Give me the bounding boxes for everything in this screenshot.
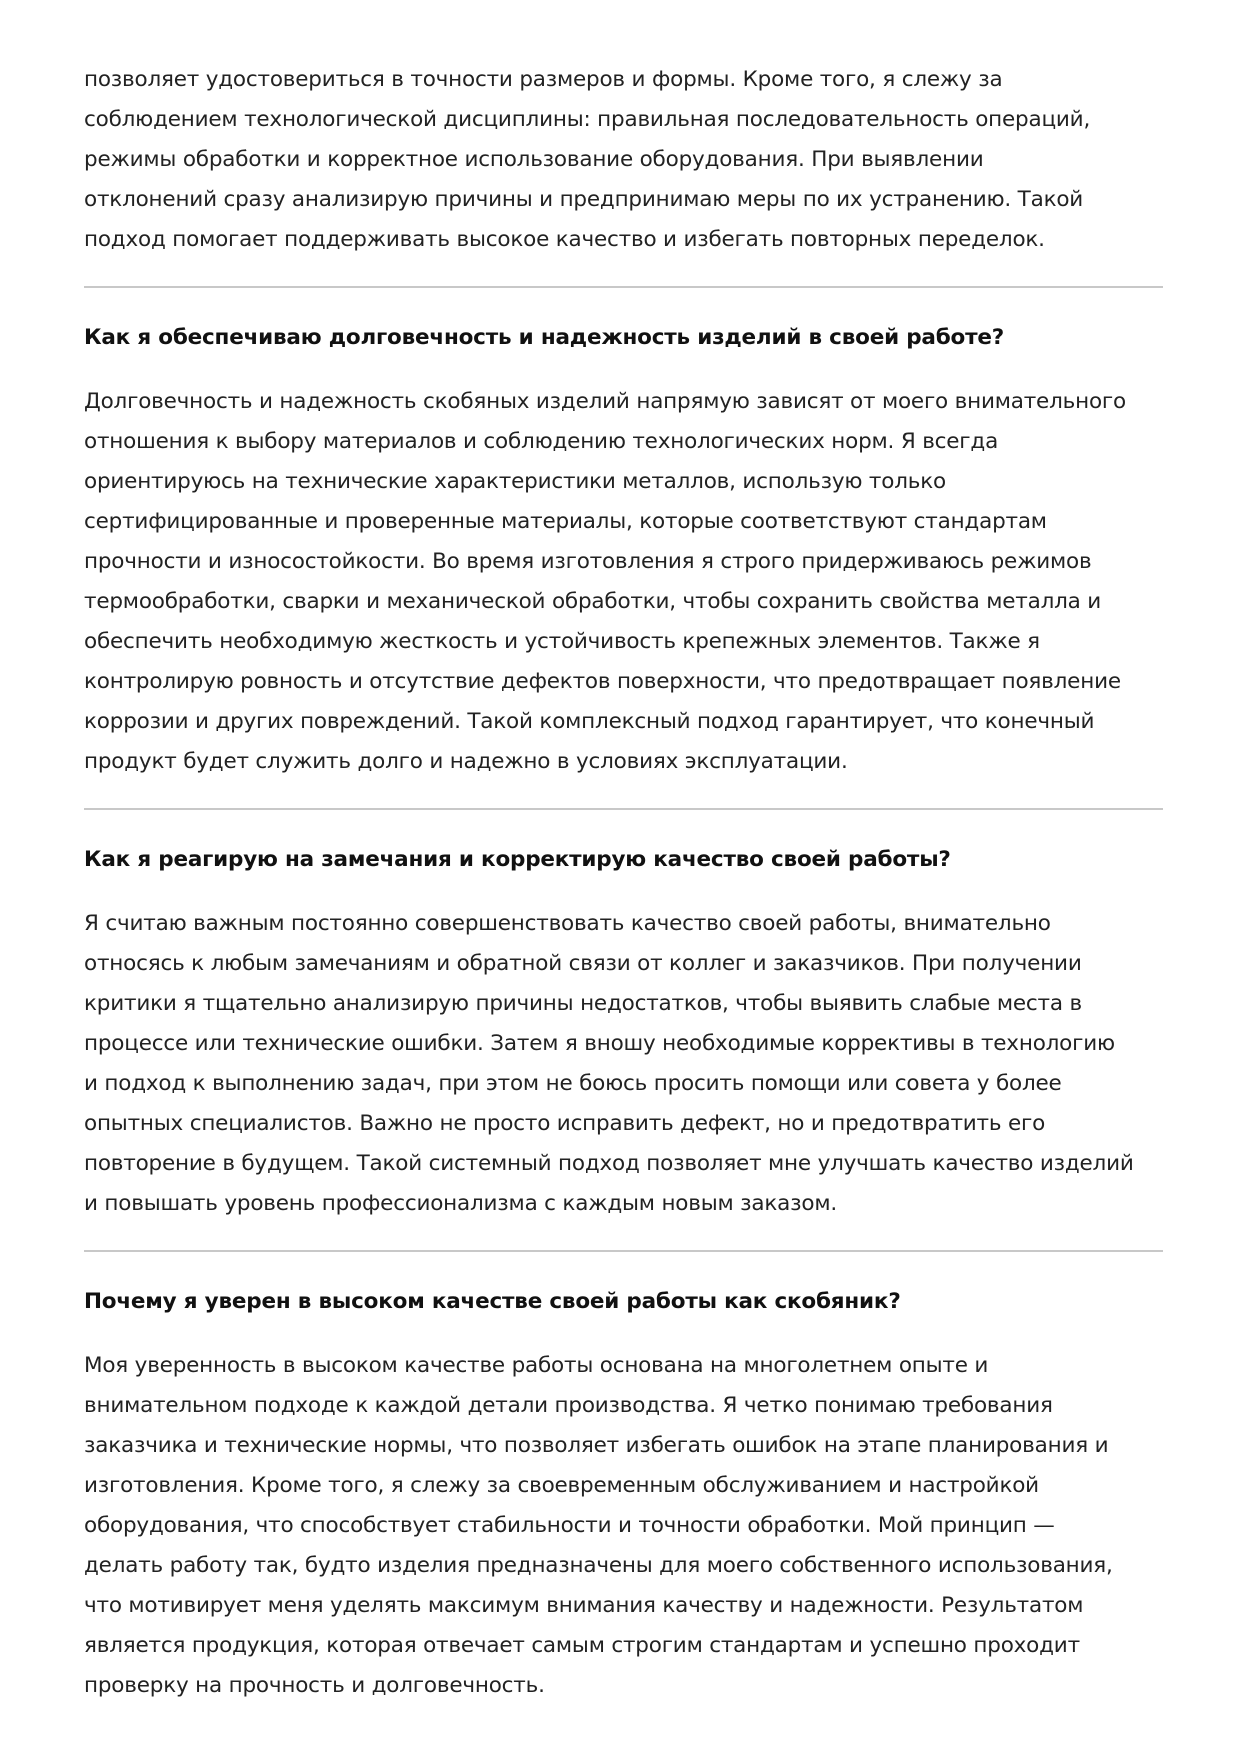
section-paragraph: Долговечность и надежность скобяных изделий напрямую зависят от моего внимательного отношения к выбору материалов и соблюдению технологических норм. Я всегда ориентируюсь на технические характеристики металлов, использую только сертифицированные и проверенные материалы, которые соответствуют стандартам прочности и износостойкости. Во время изготовления я строго придерживаюсь режимов термообработки, сварки и механической обработки, чтобы сохранить свойства металла и обеспечить необходимую жесткость и устойчивость крепежных элементов. Также я контролирую ровность и отсутствие дефектов поверхности, что предотвращает появление коррозии и других повреждений. Такой комплексный подход гарантирует, что конечный продукт будет служить долго и надежно в условиях эксплуатации. xyxy=(84,389,1126,774)
section-feedback xyxy=(84,844,1163,1224)
section-durability xyxy=(84,322,1163,782)
section-paragraph: Моя уверенность в высоком качестве работы основана на многолетнем опыте и внимательном подходе к каждой детали производства. Я четко понимаю требования заказчика и технические нормы, что позволяет избегать ошибок на этапе планирования и изготовления. Кроме того, я слежу за своевременным обслуживанием и настройкой оборудования, что способствует стабильности и точности обработки. Мой принцип — делать работу так, будто изделия предназначены для моего собственного использования, что мотивирует меня уделять максимум внимания качеству и надежности. Результатом является продукция, которая отвечает самым строгим стандартам и успешно проходит проверку на прочность и долговечность. xyxy=(84,1353,1113,1698)
section-heading: Как я реагирую на замечания и корректирую качество своей работы? xyxy=(84,847,951,872)
intro-paragraph: позволяет удостовериться в точности размеров и формы. Кроме того, я слежу за соблюдением технологической дисциплины: правильная последовательность операций, режимы обработки и корректное использование оборудования. При выявлении отклонений сразу анализирую причины и предпринимаю меры по их устранению. Такой подход помогает поддерживать высокое качество и избегать повторных переделок. xyxy=(84,67,1091,252)
section-divider xyxy=(84,286,1163,288)
section-divider xyxy=(84,1250,1163,1252)
section-paragraph: Я считаю важным постоянно совершенствовать качество своей работы, внимательно относясь к любым замечаниям и обратной связи от коллег и заказчиков. При получении критики я тщательно анализирую причины недостатков, чтобы выявить слабые места в процессе или технические ошибки. Затем я вношу необходимые коррективы в технологию и подход к выполнению задач, при этом не боюсь просить помощи или совета у более опытных специалистов. Важно не просто исправить дефект, но и предотвратить его повторение в будущем. Такой системный подход позволяет мне улучшать качество изделий и повышать уровень профессионализма с каждым новым заказом. xyxy=(84,911,1134,1216)
section-heading: Как я обеспечиваю долговечность и надежность изделий в своей работе? xyxy=(84,325,1005,350)
section-confidence xyxy=(84,1286,1163,1706)
section-heading: Почему я уверен в высоком качестве своей работы как скобяник? xyxy=(84,1289,901,1314)
section-divider xyxy=(84,808,1163,810)
